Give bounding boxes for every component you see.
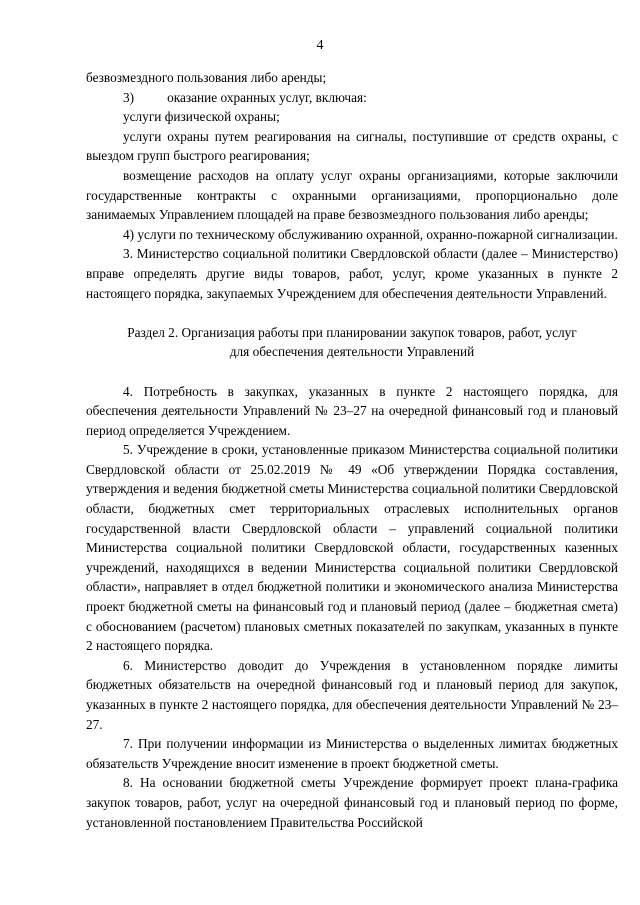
paragraph-5: 5. Учреждение в сроки, установленные приказом Министерства социальной политики Свердловской области от 25.02.2019 № 49 «Об утверждении Порядка составления, утверждения и ведения бюджетной сметы Министерства социальной политики Свердловской области, бюджетных смет территориальных отраслевых исполнительных органов государственной власти Свердловской области – управлений социальной политики Министерства социальной политики Свердловской области, государственных казенных учреждений, находящихся в ведении Министерства социальной политики Свердловской области», направляет в отдел бюджетной политики и экономического анализа Министерства проект бюджетной сметы на финансовый год и плановый период (далее – бюджетная смета) с обоснованием (расчетом) плановых сметных показателей по закупкам, указанных в пункте 2 настоящего порядка. — [86, 442, 618, 654]
list-item-4: 4) услуги по техническому обслуживанию охранной, охранно-пожарной сигнализации. — [123, 226, 618, 242]
paragraph-expense-reimbursement: возмещение расходов на оплату услуг охраны организациями, которые заключили государственные контракты с охранными организациями, пропорционально доле занимаемых Управлением площадей на праве безвозмездного пользования либо аренды; — [86, 167, 618, 223]
paragraph-physical-security: услуги физической охраны; — [123, 109, 280, 125]
paragraph-6: 6. Министерство доводит до Учреждения в установленном порядке лимиты бюджетных обязательств на очередной финансовый год и плановый период для закупок, указанных в пункте 2 настоящего порядка, для обеспечения деятельности Управлений № 23–27. — [86, 657, 618, 732]
document-body — [86, 68, 618, 832]
paragraph-3: 3. Министерство социальной политики Свердловской области (далее – Министерство) вправе определять другие виды товаров, работ, услуг, кроме указанных в пункте 2 настоящего порядка, закупаемых Учреждением для обеспечения деятельности Управлений. — [86, 246, 618, 301]
paragraph-7: 7. При получении информации из Министерства о выделенных лимитах бюджетных обязательств Учреждение вносит изменение в проект бюджетной сметы. — [86, 736, 618, 771]
list-item-3-number: 3) — [123, 89, 135, 105]
section-heading-line-2: для обеспечения деятельности Управлений — [229, 344, 475, 360]
paragraph-continuation: безвозмездного пользования либо аренды; — [86, 70, 327, 85]
paragraph-signal-response: услуги охраны путем реагирования на сигналы, поступившие от средств охраны, с выездом групп быстрого реагирования; — [86, 128, 618, 164]
list-item-3 — [86, 88, 618, 108]
section-heading-line-1: Раздел 2. Организация работы при планировании закупок товаров, работ, услуг — [127, 324, 577, 340]
paragraph-4: 4. Потребность в закупках, указанных в пункте 2 настоящего порядка, для обеспечения деятельности Управлений № 23–27 на очередной финансовый год и плановый период определяется Учреждением. — [86, 383, 618, 438]
list-item-3-text: оказание охранных услуг, включая: — [167, 89, 367, 105]
paragraph-8: 8. На основании бюджетной сметы Учреждение формирует проект плана-графика закупок товаров, работ, услуг на очередной финансовый год и плановый период по форме, установленной постановлением Правительства Российской — [86, 775, 618, 830]
page-number: 4 — [316, 38, 324, 53]
